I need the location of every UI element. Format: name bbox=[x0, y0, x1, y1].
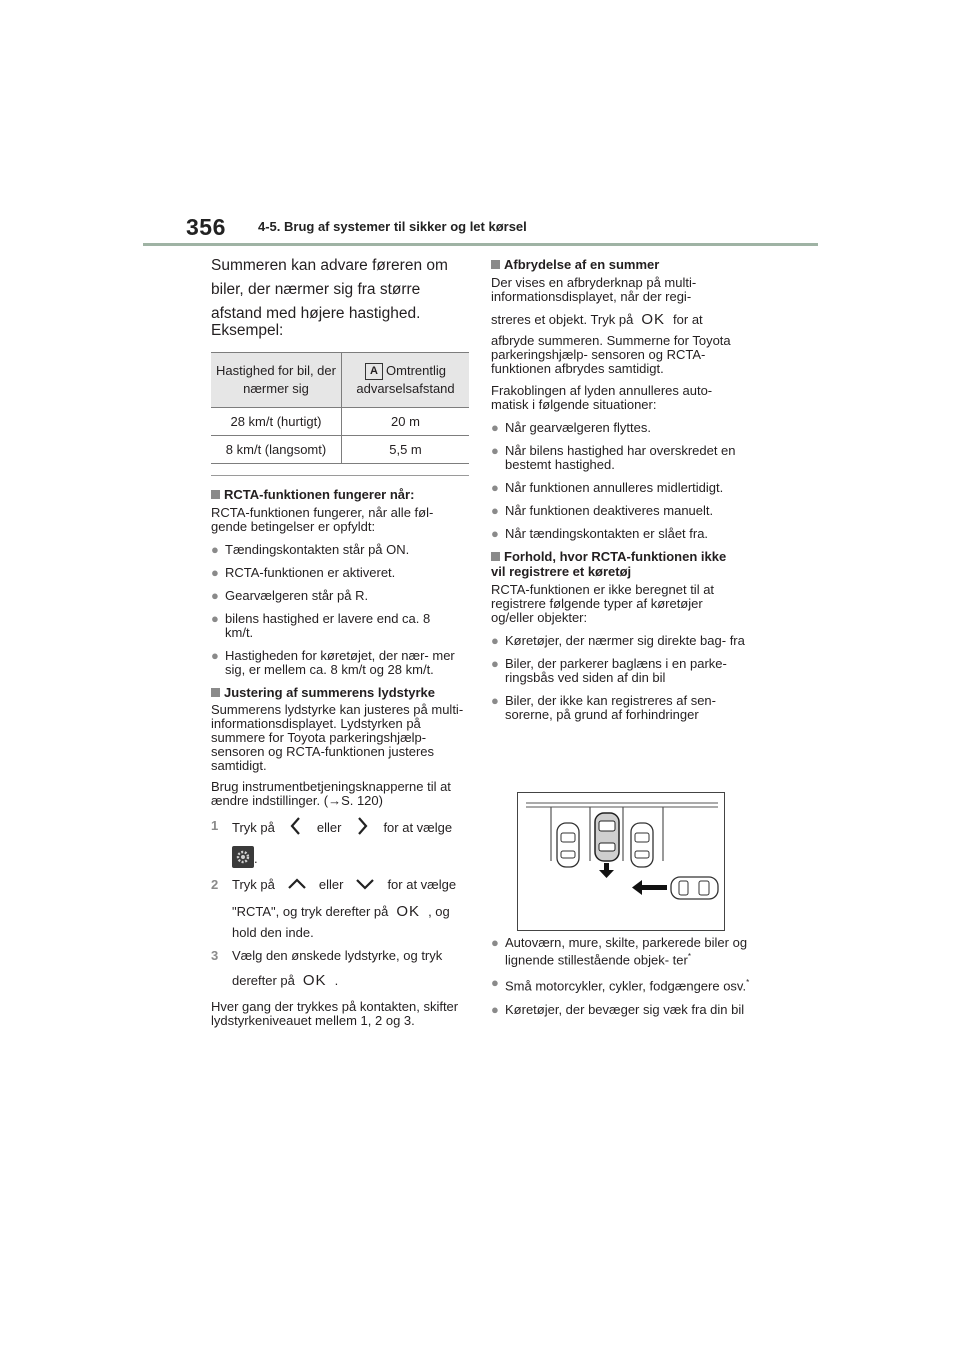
conditions-heading: Forhold, hvor RCTA-funktionen ikke vil registrere et køretøj bbox=[491, 549, 727, 579]
table-header-row bbox=[211, 353, 469, 408]
parking-illustration bbox=[517, 792, 725, 931]
example-label: Eksempel: bbox=[211, 322, 284, 339]
table-cell-speed: 8 km/t (langsomt) bbox=[211, 436, 342, 464]
list-item: ● Autoværn, mure, skilte, parkerede biler og lignende stillestående objek- ter* bbox=[491, 935, 748, 968]
volume-paragraph: Summerens lydstyrke kan justeres på multi-informationsdisplayet. Lydstyrken på summere for Toyota parkeringshjælp- sensoren og RCTA-funktionen justeres samtidigt. bbox=[211, 702, 464, 773]
volume-reference-paragraph: Brug instrumentbetjeningsknapperne til at ændre indstillinger. (→S. 120) bbox=[211, 779, 451, 808]
list-item: ● Når gearvælgeren flyttes. bbox=[491, 420, 651, 435]
parking-diagram-graphic bbox=[518, 793, 724, 930]
intro-paragraph: Summeren kan advare føreren om biler, der nærmer sig fra større afstand med højere hastighed. bbox=[211, 257, 448, 322]
left-column-body bbox=[211, 487, 469, 1028]
list-item: ● Når funktionen deaktiveres manuelt. bbox=[491, 503, 714, 518]
list-item: ● Når tændingskontakten er slået fra. bbox=[491, 526, 709, 541]
conditions-intro: RCTA-funktionen er ikke beregnet til at registrere følgende typer af køretøjer og/eller objekter: bbox=[491, 582, 715, 625]
table-row bbox=[211, 436, 469, 464]
mute-paragraph-1: Der vises en afbryderknap på multi-informationsdisplayet, når der regi- bbox=[491, 275, 697, 304]
rcta-intro: RCTA-funktionen fungerer, når alle føl- gende betingelser er opfyldt: bbox=[211, 505, 434, 534]
ok-button-icon: OK bbox=[641, 311, 666, 328]
bullet-dot-icon: ● bbox=[211, 542, 219, 557]
bullet-dot-icon: ● bbox=[491, 480, 499, 495]
list-item: ● Biler, der parkerer baglæns i en parke- ringsbås ved siden af din bil bbox=[491, 656, 727, 685]
list-item: ● Når bilens hastighed har overskredet en bestemt hastighed. bbox=[491, 443, 736, 472]
bullet-dot-icon: ● bbox=[211, 611, 219, 626]
mute-paragraph-3: afbryde summeren. Summerne for Toyota parkeringshjælp- sensoren og RCTA-funktionen afbrydes samtidigt. bbox=[491, 333, 731, 376]
bullet-dot-icon: ● bbox=[211, 588, 219, 603]
parked-car-left bbox=[557, 823, 579, 867]
bullet-dot-icon: ● bbox=[491, 526, 499, 541]
square-bullet-icon bbox=[491, 260, 500, 269]
bullet-dot-icon: ● bbox=[491, 503, 499, 518]
list-item: ● Små motorcykler, cykler, fodgængere osv.* bbox=[491, 975, 750, 994]
chevron-down-icon bbox=[355, 875, 375, 893]
table-cell-speed: 28 km/t (hurtigt) bbox=[211, 408, 342, 436]
list-item: ● Når funktionen annulleres midlertidigt. bbox=[491, 480, 724, 495]
arrow-left-icon bbox=[632, 880, 667, 895]
list-item: ● Biler, der ikke kan registreres af sen- sorerne, på grund af forhindringer bbox=[491, 693, 716, 722]
step-3: 3 Vælg den ønskede lydstyrke, og tryk derefter på OK . bbox=[211, 948, 443, 989]
table-cell-distance: 20 m bbox=[342, 408, 470, 436]
table-row bbox=[211, 408, 469, 436]
volume-heading: Justering af summerens lydstyrke bbox=[211, 685, 469, 700]
list-item: ● Tændingskontakten står på ON. bbox=[211, 542, 410, 557]
arrow-down-icon bbox=[599, 863, 614, 878]
right-column-body bbox=[491, 257, 753, 722]
closing-paragraph: Hver gang der trykkes på kontakten, skifter lydstyrkeniveauet mellem 1, 2 og 3. bbox=[211, 999, 459, 1028]
page-number: 356 bbox=[186, 214, 226, 240]
gear-icon bbox=[232, 846, 254, 868]
label-a-badge: A bbox=[365, 363, 383, 380]
section-separator bbox=[211, 475, 469, 476]
step-2: 2 Tryk på eller for at vælge "RCTA", og tryk derefter på OK , og hold den inde. bbox=[211, 875, 469, 943]
settings-icon-line: . bbox=[232, 846, 469, 869]
list-item: ● Hastigheden for køretøjet, der nær- mer sig, er mellem ca. 8 km/t og 28 km/t. bbox=[211, 648, 455, 677]
rcta-heading: RCTA-funktionen fungerer når: bbox=[211, 487, 469, 502]
speed-table bbox=[211, 352, 469, 464]
ok-button-icon: OK bbox=[396, 903, 421, 920]
header-divider bbox=[143, 243, 818, 246]
table-header-speed: Hastighed for bil, der nærmer sig bbox=[211, 353, 342, 408]
chevron-left-icon bbox=[287, 816, 305, 836]
bullet-dot-icon: ● bbox=[491, 633, 499, 648]
own-car bbox=[595, 813, 619, 861]
bullet-dot-icon: ● bbox=[491, 443, 499, 458]
chevron-up-icon bbox=[287, 875, 307, 893]
chevron-right-icon bbox=[353, 816, 371, 836]
bullet-dot-icon: ● bbox=[491, 693, 499, 708]
arrow-right-icon: → bbox=[328, 793, 342, 808]
bullet-dot-icon: ● bbox=[211, 565, 219, 580]
right-column-bottom bbox=[491, 936, 753, 1017]
step-1: 1 Tryk på eller for at vælge . bbox=[211, 816, 469, 869]
bullet-dot-icon: ● bbox=[491, 420, 499, 435]
list-item: ● Køretøjer, der nærmer sig direkte bag- fra bbox=[491, 633, 745, 648]
approaching-car bbox=[671, 877, 718, 899]
bullet-dot-icon: ● bbox=[491, 1001, 499, 1017]
list-item: ● bilens hastighed er lavere end ca. 8 km/t. bbox=[211, 611, 431, 640]
square-bullet-icon bbox=[491, 552, 500, 561]
square-bullet-icon bbox=[211, 688, 220, 697]
list-item: ● Køretøjer, der bevæger sig væk fra din bil bbox=[491, 1001, 745, 1017]
bullet-dot-icon: ● bbox=[491, 935, 499, 950]
parked-car-right bbox=[631, 823, 653, 867]
section-title: 4-5. Brug af systemer til sikker og let kørsel bbox=[258, 219, 527, 234]
list-item: ● RCTA-funktionen er aktiveret. bbox=[211, 565, 396, 580]
mute-paragraph-4: Frakoblingen af lyden annulleres auto- matisk i følgende situationer: bbox=[491, 383, 713, 412]
ok-button-icon: OK bbox=[302, 972, 327, 989]
table-cell-distance: 5,5 m bbox=[342, 436, 470, 464]
bullet-dot-icon: ● bbox=[491, 975, 499, 991]
table-header-distance: A Omtrentlig advarselsafstand bbox=[342, 353, 470, 408]
list-item: ● Gearvælgeren står på R. bbox=[211, 588, 369, 603]
step-2-continuation: hold den inde. bbox=[232, 925, 314, 940]
square-bullet-icon bbox=[211, 490, 220, 499]
bullet-dot-icon: ● bbox=[211, 648, 219, 663]
bullet-dot-icon: ● bbox=[491, 656, 499, 671]
mute-heading: Afbrydelse af en summer bbox=[491, 257, 753, 272]
mute-paragraph-2: streres et objekt. Tryk på OK for at bbox=[491, 311, 703, 328]
